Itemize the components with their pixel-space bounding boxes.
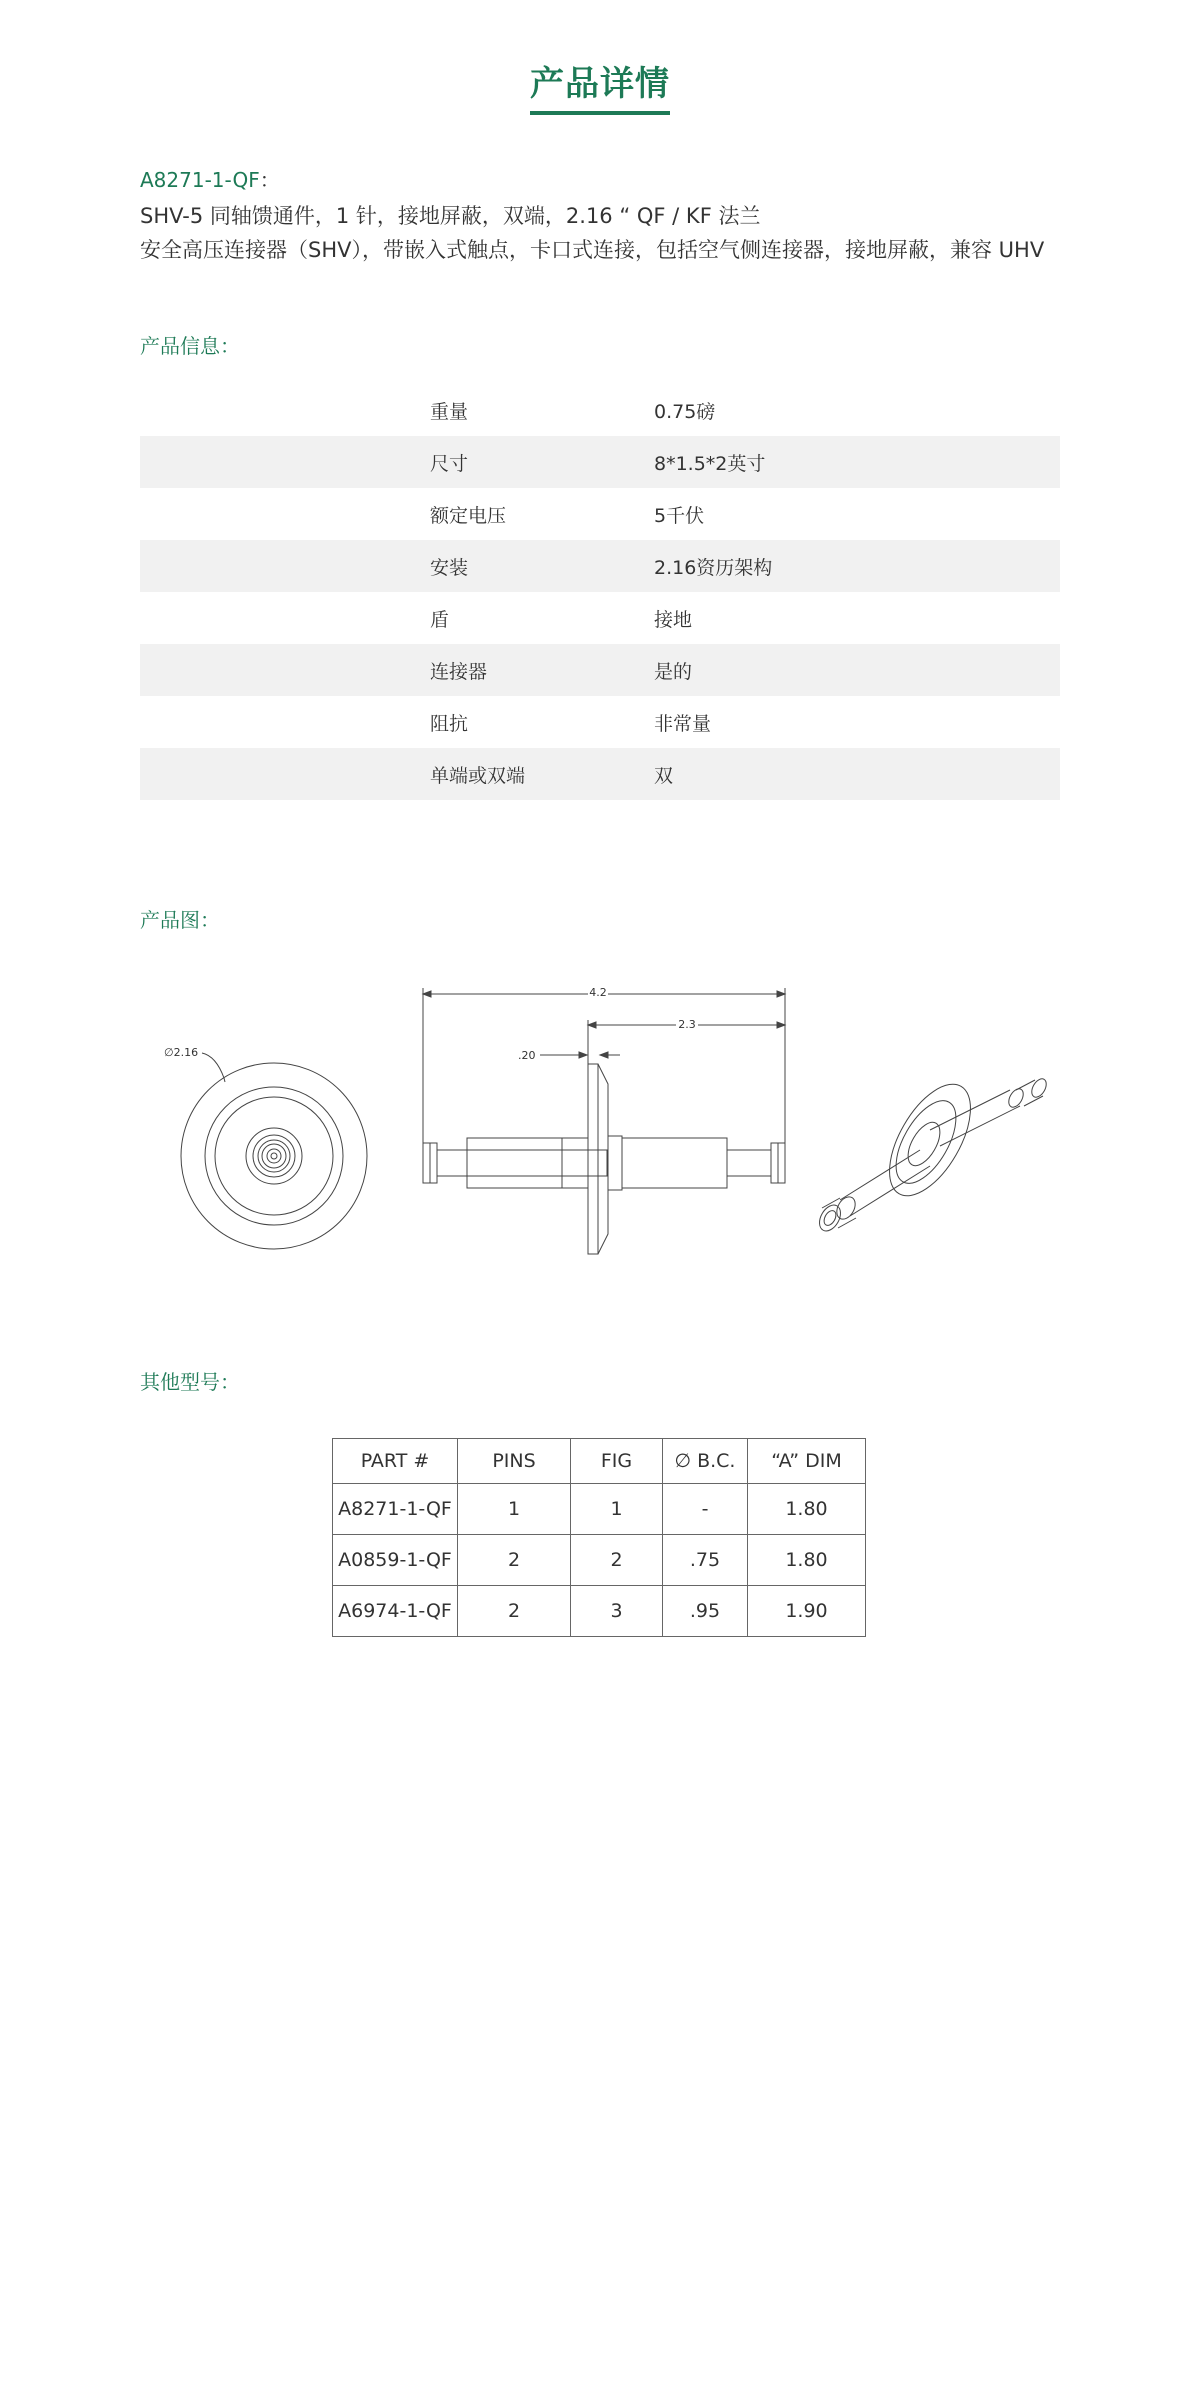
header-part: PART # xyxy=(333,1439,458,1484)
description-line-1: SHV-5 同轴馈通件，1 针，接地屏蔽，双端，2.16 “ QF / KF 法兰 xyxy=(140,204,761,228)
spec-row xyxy=(140,436,1060,488)
spec-label: 盾 xyxy=(430,608,450,631)
header-fig: FIG xyxy=(571,1439,663,1484)
cell-a-dim: 1.80 xyxy=(748,1484,866,1535)
spec-value: 双 xyxy=(654,764,674,787)
table-row xyxy=(333,1535,866,1586)
spec-label: 安装 xyxy=(430,556,469,579)
spec-row xyxy=(140,540,1060,592)
spec-value: 8*1.5*2英寸 xyxy=(654,452,766,475)
cell-pins: 2 xyxy=(458,1535,571,1586)
header-a-dim: “A” DIM xyxy=(748,1439,866,1484)
cell-bc: - xyxy=(663,1484,748,1535)
table-header-row xyxy=(333,1439,866,1484)
spec-label: 额定电压 xyxy=(430,504,507,527)
page-title: 产品详情 xyxy=(530,56,670,115)
cell-part: A6974-1-QF xyxy=(333,1586,458,1637)
cell-part: A0859-1-QF xyxy=(333,1535,458,1586)
other-models-table xyxy=(332,1438,866,1637)
spec-label: 重量 xyxy=(430,400,469,423)
spec-value: 非常量 xyxy=(654,712,712,735)
section-title-drawing: 产品图： xyxy=(140,908,220,932)
header-pins: PINS xyxy=(458,1439,571,1484)
spec-row xyxy=(140,748,1060,800)
flange-thickness-label: .20 xyxy=(518,1049,536,1062)
spec-row xyxy=(140,696,1060,748)
cell-fig: 3 xyxy=(571,1586,663,1637)
cell-pins: 1 xyxy=(458,1484,571,1535)
spec-row xyxy=(140,384,1060,436)
model-colon: ： xyxy=(259,168,280,192)
spec-label: 阻抗 xyxy=(430,712,469,735)
side-view xyxy=(423,985,785,1254)
spec-value: 2.16资历架构 xyxy=(654,556,773,579)
half-length-label: 2.3 xyxy=(678,1018,696,1031)
cell-a-dim: 1.90 xyxy=(748,1586,866,1637)
model-number: A8271-1-QF xyxy=(140,168,260,192)
cell-bc: .95 xyxy=(663,1586,748,1637)
spec-row xyxy=(140,644,1060,696)
spec-value: 接地 xyxy=(654,608,693,631)
overall-length-label: 4.2 xyxy=(589,986,607,999)
section-title-other-models: 其他型号： xyxy=(140,1370,240,1394)
cell-fig: 1 xyxy=(571,1484,663,1535)
front-view xyxy=(164,1046,367,1249)
spec-label: 单端或双端 xyxy=(430,764,526,787)
cell-fig: 2 xyxy=(571,1535,663,1586)
spec-row xyxy=(140,592,1060,644)
table-row xyxy=(333,1586,866,1637)
header-bc: ∅ B.C. xyxy=(663,1439,748,1484)
section-title-info: 产品信息： xyxy=(140,334,240,358)
cell-a-dim: 1.80 xyxy=(748,1535,866,1586)
cell-bc: .75 xyxy=(663,1535,748,1586)
spec-row xyxy=(140,488,1060,540)
diameter-label: ∅2.16 xyxy=(164,1046,199,1059)
isometric-view xyxy=(815,1071,1049,1234)
spec-value: 5千伏 xyxy=(654,504,705,527)
page-title-wrap xyxy=(0,56,1200,115)
product-drawing xyxy=(140,960,1060,1270)
spec-label: 连接器 xyxy=(430,660,488,683)
spec-value: 是的 xyxy=(654,660,693,683)
spec-value: 0.75磅 xyxy=(654,400,716,423)
description-line-2: 安全高压连接器（SHV），带嵌入式触点，卡口式连接，包括空气侧连接器，接地屏蔽，兼容 UHV xyxy=(140,238,1045,262)
spec-table xyxy=(140,384,1060,800)
spec-label: 尺寸 xyxy=(430,452,469,475)
cell-pins: 2 xyxy=(458,1586,571,1637)
table-row xyxy=(333,1484,866,1535)
cell-part: A8271-1-QF xyxy=(333,1484,458,1535)
model-heading xyxy=(140,164,280,193)
